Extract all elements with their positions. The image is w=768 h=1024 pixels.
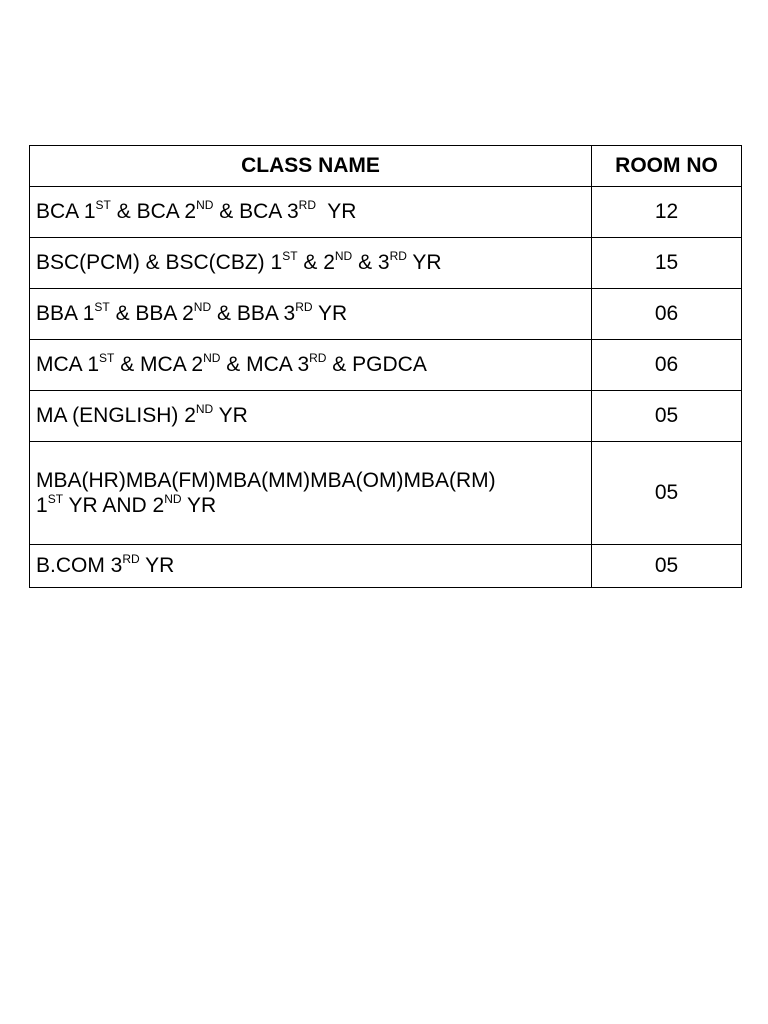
class-name-cell xyxy=(30,289,592,340)
class-name-cell xyxy=(30,340,592,391)
class-name-cell xyxy=(30,442,592,545)
class-name-cell xyxy=(30,187,592,238)
class-name-text: MA (ENGLISH) 2 xyxy=(36,404,196,428)
table-row xyxy=(30,289,742,340)
ordinal-suffix: ST xyxy=(94,300,110,315)
ordinal-suffix: ND xyxy=(334,249,353,264)
table-row xyxy=(30,442,742,545)
ordinal-suffix: ND xyxy=(195,402,214,417)
class-name-text: & BCA 3 xyxy=(213,200,299,224)
class-name-text: & BBA 3 xyxy=(211,302,296,326)
table-header-row xyxy=(30,146,742,187)
room-no-cell: 06 xyxy=(592,340,742,391)
class-name-text: B.COM 3 xyxy=(36,554,123,578)
class-name-text: & MCA 2 xyxy=(114,353,204,377)
room-no-cell: 12 xyxy=(592,187,742,238)
room-no-header: ROOM NO xyxy=(592,146,742,187)
class-name-text: BBA 1 xyxy=(36,302,95,326)
ordinal-suffix: ND xyxy=(203,351,221,366)
class-name-header: CLASS NAME xyxy=(30,146,592,187)
room-allocation-table xyxy=(29,145,742,588)
class-name-text: MBA(HR)MBA(FM)MBA(MM)MBA(OM)MBA(RM) xyxy=(36,468,496,492)
class-name-text: YR xyxy=(213,404,248,428)
ordinal-suffix: ST xyxy=(47,492,64,506)
ordinal-suffix: RD xyxy=(298,198,317,213)
room-no-cell: 05 xyxy=(592,545,742,588)
class-name-text: 1 xyxy=(36,494,48,517)
ordinal-suffix: ND xyxy=(196,198,214,213)
table-row xyxy=(30,238,742,289)
class-name-text: MCA 1 xyxy=(36,353,100,377)
ordinal-suffix: RD xyxy=(389,249,407,264)
class-name-text: YR xyxy=(312,302,348,326)
room-no-cell: 06 xyxy=(592,289,742,340)
class-name-cell xyxy=(30,391,592,442)
class-name-text: YR xyxy=(139,554,175,578)
class-name-text: BCA 1 xyxy=(36,200,96,224)
room-no-cell: 05 xyxy=(592,442,742,545)
table-row xyxy=(30,391,742,442)
class-name-cell xyxy=(30,545,592,588)
class-name-text: & MCA 3 xyxy=(220,353,310,377)
class-name-text: BSC(PCM) & BSC(CBZ) 1 xyxy=(36,251,283,275)
ordinal-suffix: ND xyxy=(193,300,212,315)
class-name-text: & 2 xyxy=(297,251,335,275)
class-name-text: YR xyxy=(406,251,442,275)
class-name-text: YR xyxy=(181,494,217,517)
table-row xyxy=(30,340,742,391)
table-row xyxy=(30,187,742,238)
ordinal-suffix: RD xyxy=(295,300,313,315)
class-name-text: & PGDCA xyxy=(326,353,427,377)
class-name-text: YR xyxy=(316,200,357,224)
room-no-cell: 05 xyxy=(592,391,742,442)
ordinal-suffix: ST xyxy=(99,351,115,366)
ordinal-suffix: ST xyxy=(282,249,298,264)
ordinal-suffix: ND xyxy=(164,492,182,506)
class-name-text: & BCA 2 xyxy=(110,200,197,224)
room-no-cell: 15 xyxy=(592,238,742,289)
ordinal-suffix: RD xyxy=(309,351,327,366)
class-name-text: & 3 xyxy=(352,251,390,275)
class-name-text: & BBA 2 xyxy=(109,302,194,326)
table-row xyxy=(30,545,742,588)
class-name-text: YR AND 2 xyxy=(63,494,165,517)
class-name-cell xyxy=(30,238,592,289)
ordinal-suffix: ST xyxy=(95,198,111,213)
ordinal-suffix: RD xyxy=(122,552,140,567)
